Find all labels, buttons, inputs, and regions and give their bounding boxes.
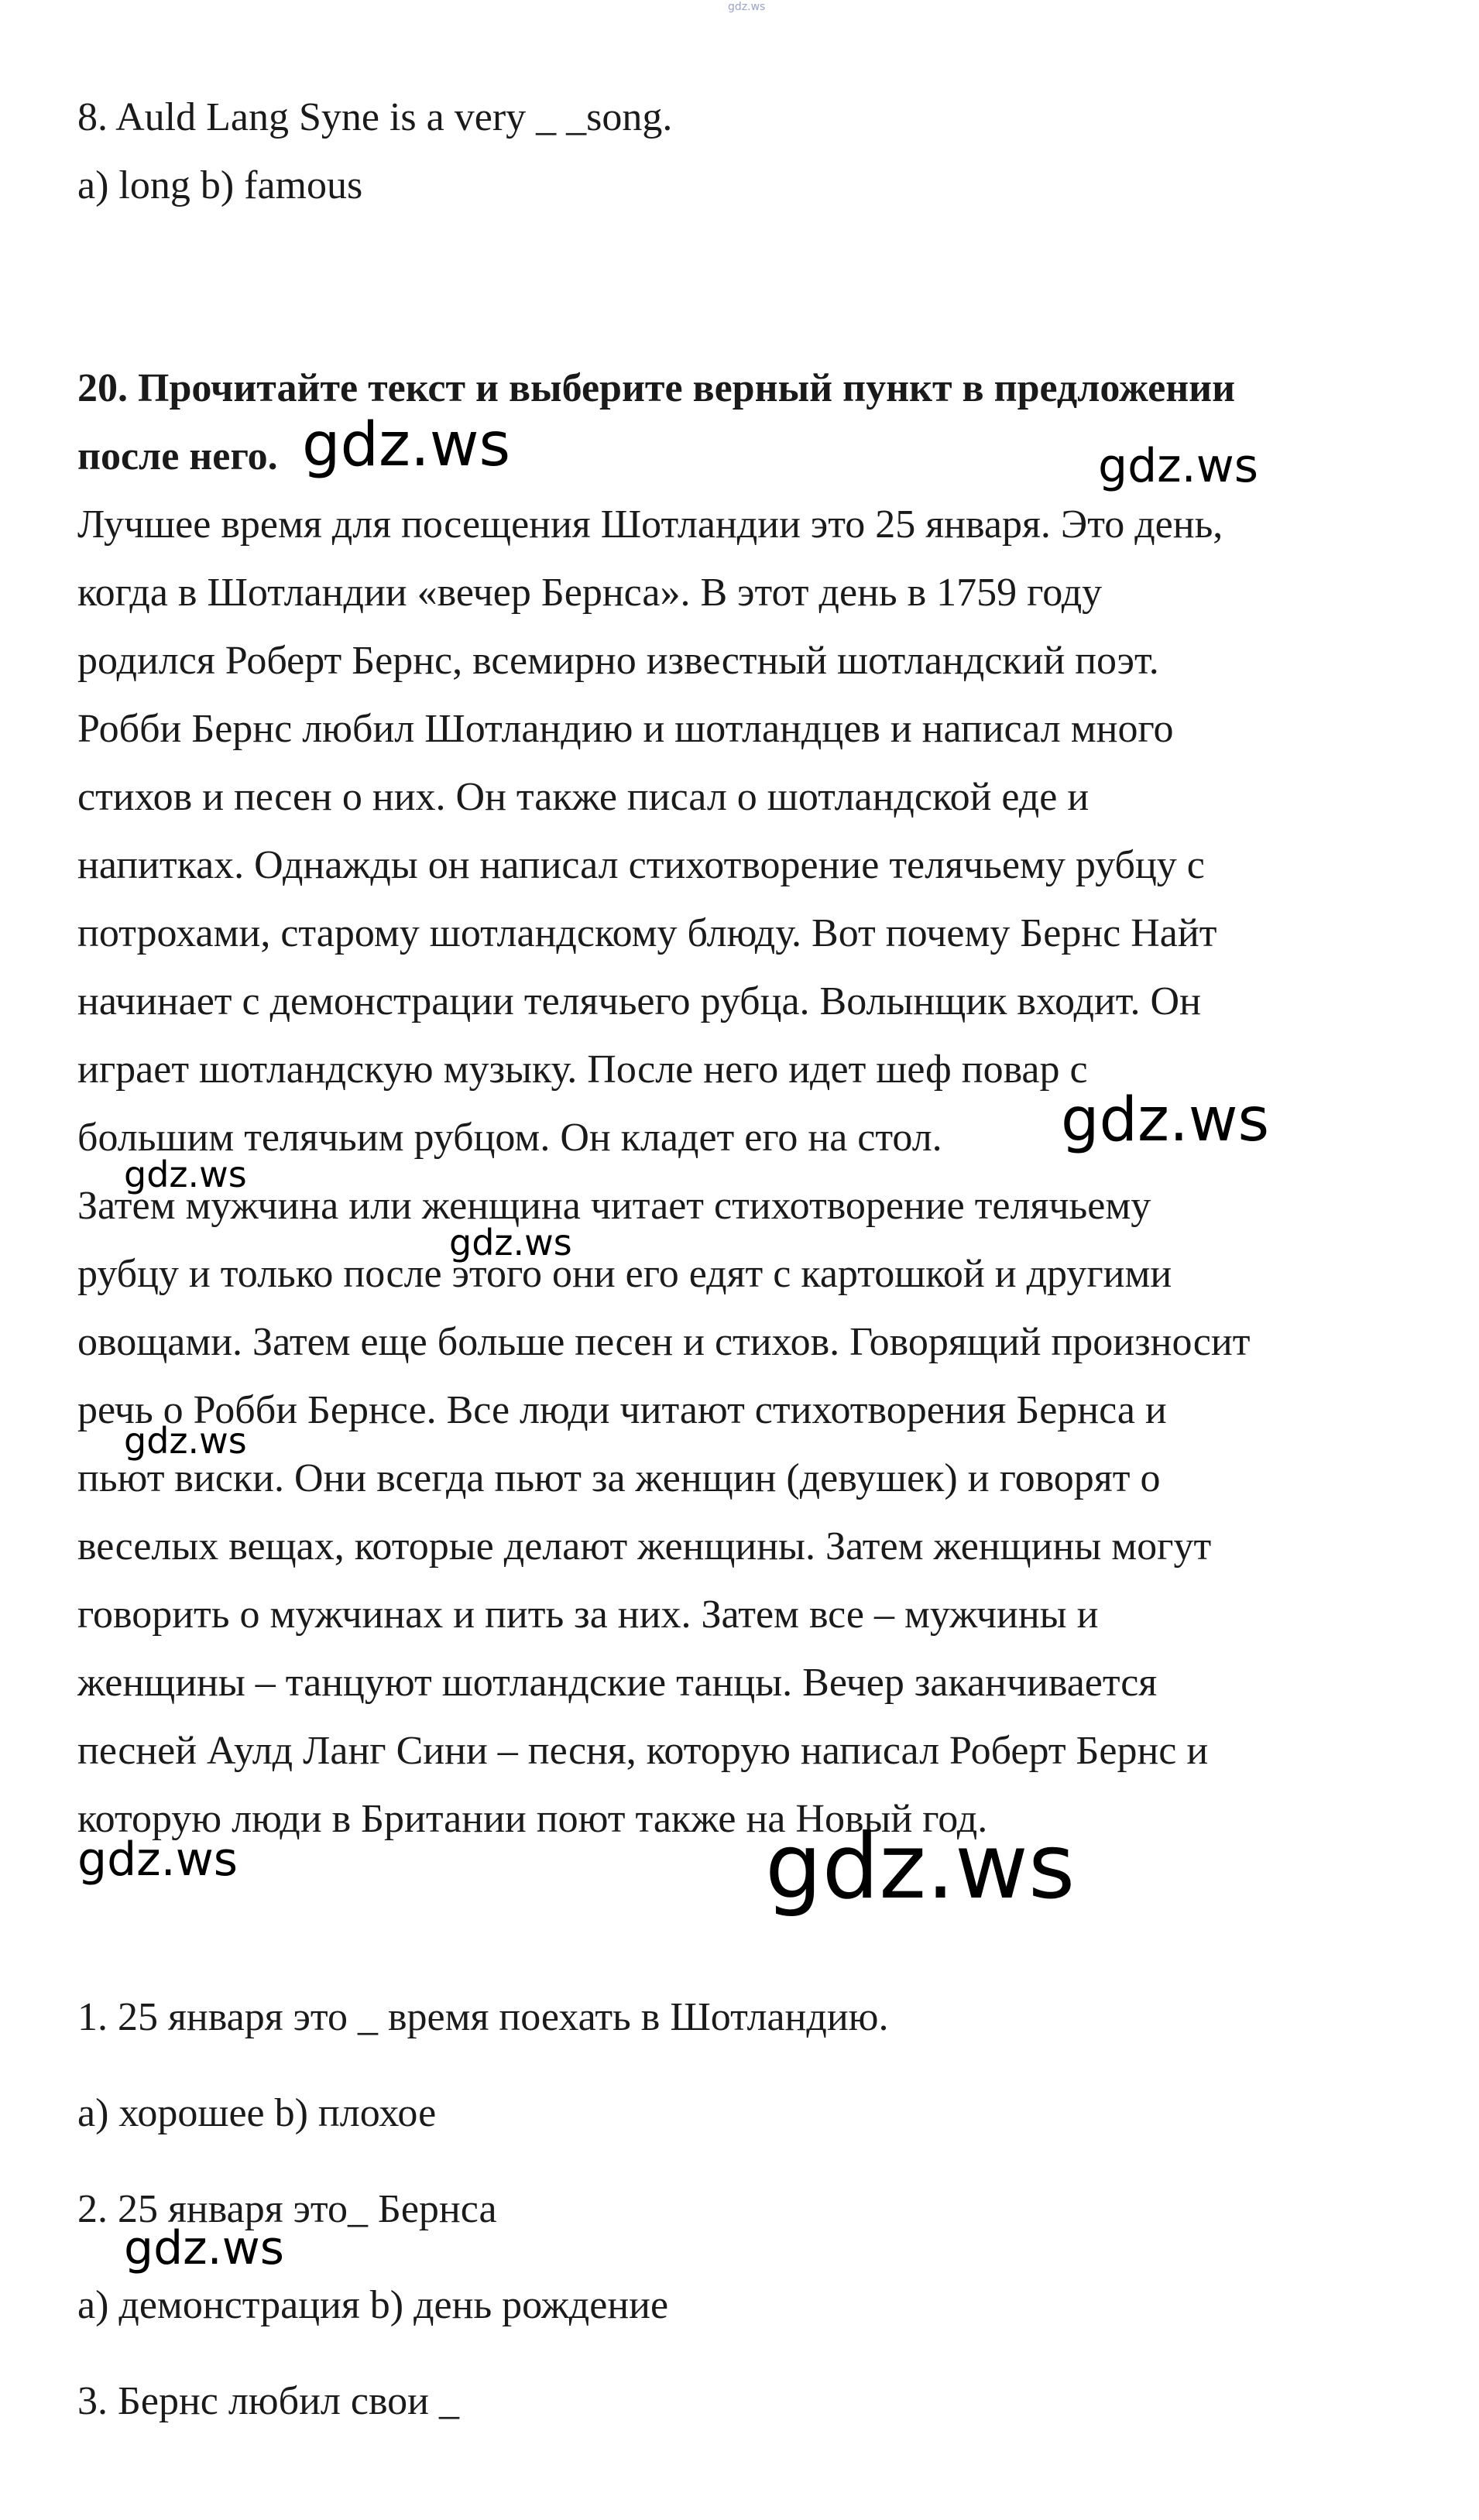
prev-question-options: a) long b) famous xyxy=(77,163,363,207)
passage-line: речь о Робби Бернсе. Все люди читают стихотворения Бернса и xyxy=(77,1388,1167,1432)
passage-line: которую люди в Британии поют также на Новый год. xyxy=(77,1797,988,1841)
passage-line: родился Роберт Бернс, всемирно известный шотландский поэт. xyxy=(77,639,1159,683)
question-2-text: 2. 25 января это_ Бернса xyxy=(77,2187,497,2231)
passage-line: начинает с демонстрации телячьего рубца. Волынщик входит. Он xyxy=(77,979,1201,1023)
passage-line: стихов и песен о них. Он также писал о шотландской еде и xyxy=(77,775,1090,819)
header-watermark: gdz.ws xyxy=(728,1,766,13)
watermark-logo: gdz.ws xyxy=(77,1833,238,1887)
passage-line: женщины – танцуют шотландские танцы. Вечер заканчивается xyxy=(77,1661,1158,1705)
passage-line: говорить о мужчинах и пить за них. Затем все – мужчины и xyxy=(77,1593,1099,1637)
passage-line: песней Аулд Ланг Сини – песня, которую написал Роберт Бернс и xyxy=(77,1729,1209,1773)
watermark-logo: gdz.ws xyxy=(1098,439,1259,493)
watermark-logo: gdz.ws xyxy=(124,1154,247,1195)
passage-line: когда в Шотландии «вечер Бернса». В этот день в 1759 году xyxy=(77,571,1103,615)
question-2-options: a) демонстрация b) день рождение xyxy=(77,2283,669,2327)
passage-line: пьют виски. Они всегда пьют за женщин (девушек) и говорят о xyxy=(77,1456,1161,1500)
passage-line: овощами. Затем еще больше песен и стихов. Говорящий произносит xyxy=(77,1320,1251,1364)
watermark-logo: gdz.ws xyxy=(302,410,511,480)
passage-line: большим телячьим рубцом. Он кладет его на стол. xyxy=(77,1116,942,1160)
watermark-logo: gdz.ws xyxy=(124,1420,247,1462)
task-title-line-1: 20. Прочитайте текст и выберите верный пункт в предложении xyxy=(77,366,1236,410)
passage-line: Лучшее время для посещения Шотландии это 25 января. Это день, xyxy=(77,502,1223,547)
passage-line: напитках. Однажды он написал стихотворение телячьему рубцу с xyxy=(77,843,1205,887)
watermark-logo: gdz.ws xyxy=(765,1815,1076,1919)
task-title-line-2: после него. xyxy=(77,434,278,478)
passage-line: веселых вещах, которые делают женщины. Затем женщины могут xyxy=(77,1524,1212,1569)
watermark-logo: gdz.ws xyxy=(124,2221,285,2275)
prev-question-text: 8. Auld Lang Syne is a very _ _song. xyxy=(77,95,673,139)
question-1-text: 1. 25 января это _ время поехать в Шотландию. xyxy=(77,1995,889,2039)
passage-line: рубцу и только после этого они его едят с картошкой и другими xyxy=(77,1252,1172,1296)
question-3-text: 3. Бернс любил свои _ xyxy=(77,2379,459,2423)
question-1-options: a) хорошее b) плохое xyxy=(77,2091,437,2135)
passage-line: Робби Бернс любил Шотландию и шотландцев и написал много xyxy=(77,707,1174,751)
watermark-logo: gdz.ws xyxy=(1061,1085,1270,1155)
passage-line: потрохами, старому шотландскому блюду. Вот почему Бернс Найт xyxy=(77,911,1217,955)
watermark-logo: gdz.ws xyxy=(449,1222,572,1263)
passage-line: Затем мужчина или женщина читает стихотворение телячьему xyxy=(77,1184,1151,1228)
passage-line: играет шотландскую музыку. После него идет шеф повар с xyxy=(77,1047,1088,1092)
